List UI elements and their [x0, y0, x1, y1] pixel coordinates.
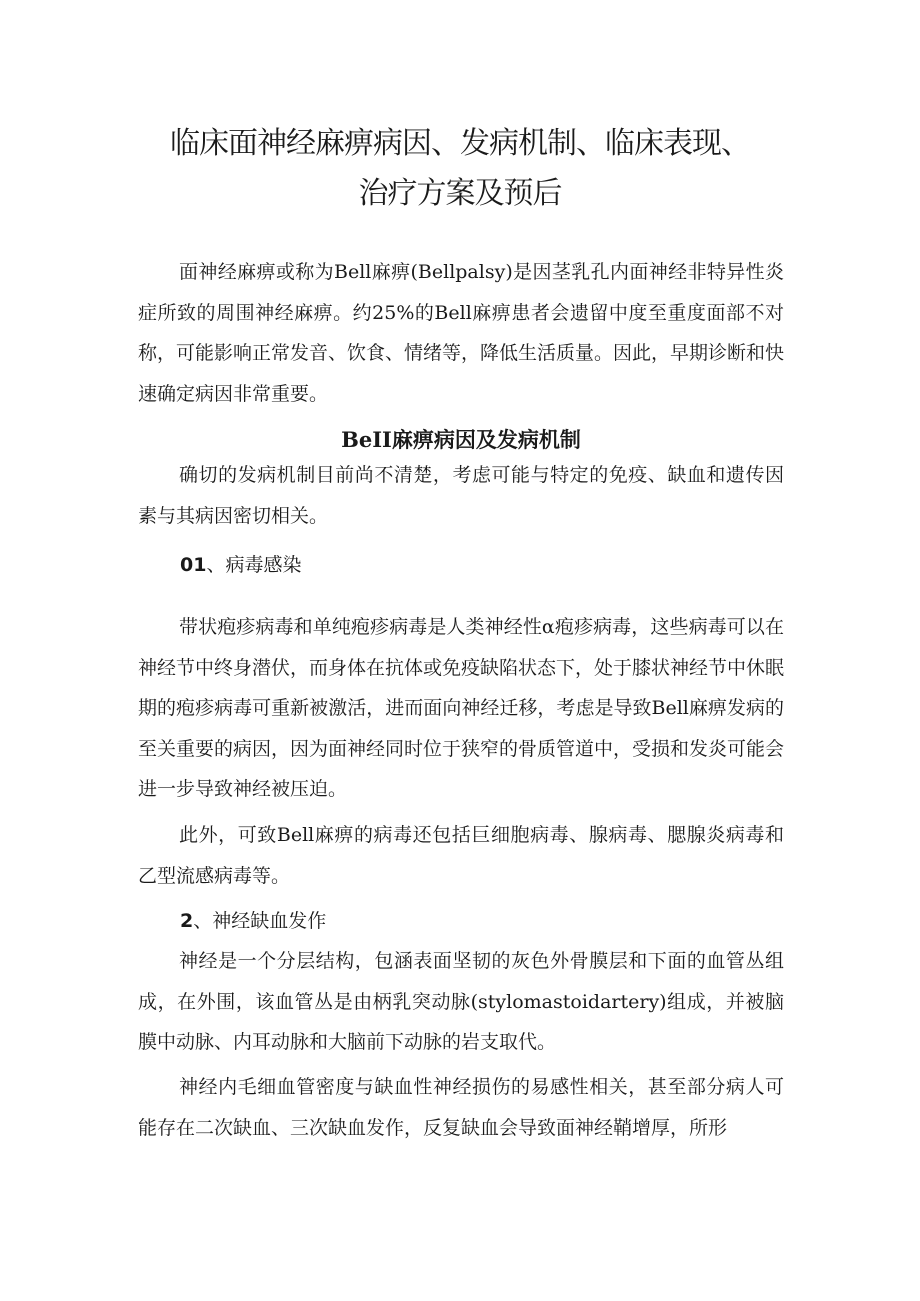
section-intro-paragraph: 确切的发病机制目前尚不清楚，考虑可能与特定的免疫、缺血和遗传因素与其病因密切相关。 [138, 464, 784, 527]
document-title-line-2: 治疗方案及预后 [358, 176, 562, 211]
intro-paragraph: 面神经麻痹或称为Bell麻痹(Bellpalsy)是因茎乳孔内面神经非特异性炎症所致的周围神经麻痹。约25%的Bell麻痹患者会遗留中度至重度面部不对称，可能影响正常发音、饮食、情绪等，降低生活质量。因此，早期诊断和快速确定病因非常重要。 [138, 261, 785, 405]
virus-paragraph-2: 此外，可致Bell麻痹的病毒还包括巨细胞病毒、腺病毒、腮腺炎病毒和乙型流感病毒等。 [138, 824, 784, 887]
subheading-nerve-ischemia [180, 906, 326, 933]
subheading-number: 01 [180, 554, 207, 576]
subheading-number: 2 [180, 910, 194, 932]
ischemia-paragraph-1: 神经是一个分层结构，包涵表面坚韧的灰色外骨膜层和下面的血管丛组成，在外围，该血管丛是由柄乳突动脉(stylomastoidartery)组成，并被脑膜中动脉、内耳动脉和大脑前下动脉的岩支取代。 [138, 950, 784, 1053]
subheading-label: 、神经缺血发作 [193, 910, 327, 932]
section-heading [138, 424, 784, 454]
virus-paragraph-1: 带状疱疹病毒和单纯疱疹病毒是人类神经性α疱疹病毒，这些病毒可以在神经节中终身潜伏，而身体在抗体或免疫缺陷状态下，处于膝状神经节中休眠期的疱疹病毒可重新被激活，进而面向神经迁移，考虑是导致Bell麻痹发病的至关重要的病因，因为面神经同时位于狭窄的骨质管道中，受损和发炎可能会进一步导致神经被压迫。 [138, 616, 785, 800]
ischemia-paragraph-2: 神经内毛细血管密度与缺血性神经损伤的易感性相关，甚至部分病人可能存在二次缺血、三次缺血发作，反复缺血会导致面神经鞘增厚，所形 [138, 1076, 784, 1139]
section-heading-text: 麻痹病因及发病机制 [391, 428, 581, 452]
section-heading-latin: BeII [341, 427, 392, 452]
subheading-label: 、病毒感染 [206, 554, 302, 576]
subheading-virus-infection [180, 550, 301, 577]
document-title-line-1: 临床面神经麻痹病因、发病机制、临床表现、 [170, 126, 750, 161]
